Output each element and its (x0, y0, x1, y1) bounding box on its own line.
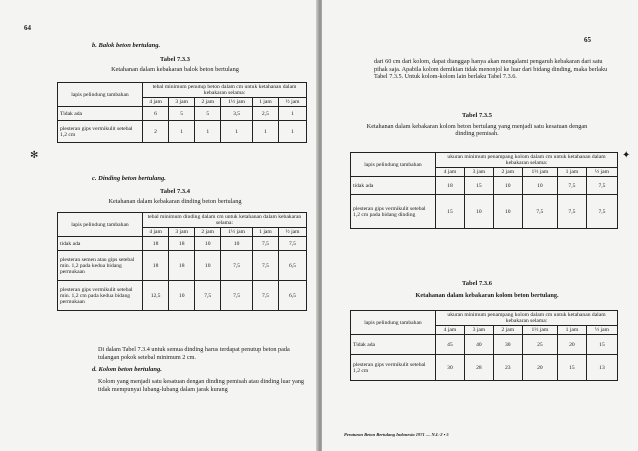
section-heading-c: c. Dinding beton bertulang. (92, 175, 166, 182)
paragraph-top: dari 60 cm dari kolom, dapat dianggap hanya akan mengalami pengaruh kebakaran dari satu pihak saja. Apabila kolom demikian tidak menonjol ke luar dari bidang dinding, maka berlaku Tabel 7.3.5. Untuk kolom-kolom lain berlaku Tabel 7.3.6. (374, 58, 608, 81)
left-page (0, 0, 318, 451)
table-736-caption: Ketahanan dalam kebakaran kolom beton bertulang. (415, 292, 559, 299)
margin-mark-icon: ✦ (622, 150, 631, 161)
table-row: tidak ada 18 18 10 10 7,5 7,5 (58, 237, 307, 251)
table-734-caption: Ketahanan dalam kebakaran dinding beton bertulang (108, 198, 242, 205)
table-row: Tidak ada 6 5 5 3,5 2,5 1 (58, 107, 307, 121)
table-733-header-col0: lapis pelindung tambahan (58, 83, 143, 107)
table-736-header-group: ukuran minimum penampang kolom dalam cm untuk ketahanan dalam kebakaran selama: (436, 311, 618, 326)
table-735-label: Tabel 7.3.5 (462, 112, 492, 119)
table-row: plesteran gips vermikulit setebal 1,2 cm 30 28 23 20 15 13 (351, 355, 618, 381)
table-row: tidak ada 18 15 10 10 7,5 7,5 (351, 177, 618, 195)
table-734-header-col0: lapis pelindung tambahan (58, 213, 143, 237)
paragraph-kolom: Kolom yang menjadi satu kesatuan dengan dinding pemisah atau dinding luar yang tidak mempunyai lubang-lubang dalam jarak kurang (98, 378, 305, 393)
table-736-header-col0: lapis pelindung tambahan (351, 311, 436, 335)
table-row: plesteran gips vermikulit setebal 1,2 cm 2 1 1 1 1 1 (58, 121, 307, 143)
table-row: plesteran gips vermikulit setebal 1,2 cm pada bidang dinding 15 10 10 7,5 7,5 7,5 (351, 195, 618, 229)
section-heading-d: d. Kolom beton bertulang. (92, 366, 162, 373)
table-735 (350, 152, 618, 229)
section-heading-b: b. Balok beton bertulang. (92, 42, 161, 49)
table-735-caption: Ketahanan dalam kebakaran kolom beton bertulang yang menjadi satu kesatuan dengan dinding pemisah. (366, 123, 588, 137)
table-734-label: Tabel 7.3.4 (160, 188, 190, 195)
table-row: Tidak ada 45 40 30 25 20 15 (351, 335, 618, 355)
page-number-left: 64 (24, 24, 31, 32)
table-736 (350, 310, 618, 381)
table-735-col-headers: 4 jam 3 jam 2 jam 1½ jam 1 jam ½ jam (351, 168, 618, 177)
table-735-header-col0: lapis pelindung tambahan (351, 153, 436, 177)
table-row: plesteran gips vermikulit setebal min. 1,2 cm pada kedua bidang permukaan 12,5 10 7,5 7,5 7,5 6,5 (58, 281, 307, 311)
table-736-col-headers: 4 jam 3 jam 2 jam 1½ jam 1 jam ½ jam (351, 326, 618, 335)
table-736-label: Tabel 7.3.6 (462, 280, 492, 287)
table-734-header-group: tebal minimum dinding dalam cm untuk ketahanan dalam kebakaran selama: (143, 213, 307, 228)
page-number-right: 65 (584, 36, 591, 44)
table-733 (57, 82, 307, 143)
table-734 (57, 212, 307, 311)
table-733-label: Tabel 7.3.3 (160, 56, 190, 63)
table-733-col-headers: 4 jam 3 jam 2 jam 1½ jam 1 jam ½ jam (58, 98, 307, 107)
table-row: plesteran semen atau gips setebal min. 1,2 pada kedua bidang permukaan 18 18 10 7,5 7,5 6,5 (58, 251, 307, 281)
right-page (322, 0, 638, 451)
table-735-header-group: ukuran minimum penampang kolom dalam cm untuk ketahanan dalam kebakaran selama: (436, 153, 618, 168)
table-734-note: Di dalam Tabel 7.3.4 untuk semua dinding harus terdapat penutup beton pada tulangan pokok setebal minimum 2 cm. (98, 346, 290, 361)
table-733-caption: Ketahanan dalam kebakaran balok beton bertulang (111, 66, 239, 73)
table-734-col-headers: 4 jam 3 jam 2 jam 1½ jam 1 jam ½ jam (58, 228, 307, 237)
page-footer: Peraturan Beton Bertulang Indonesia 1971 — N.I.-2 ▪ 5 (344, 432, 449, 437)
margin-mark-icon: ✻ (30, 150, 39, 161)
table-733-header-group: tebal minimum penutup beton dalam cm untuk ketahanan dalam kebakaran selama: (143, 83, 307, 98)
